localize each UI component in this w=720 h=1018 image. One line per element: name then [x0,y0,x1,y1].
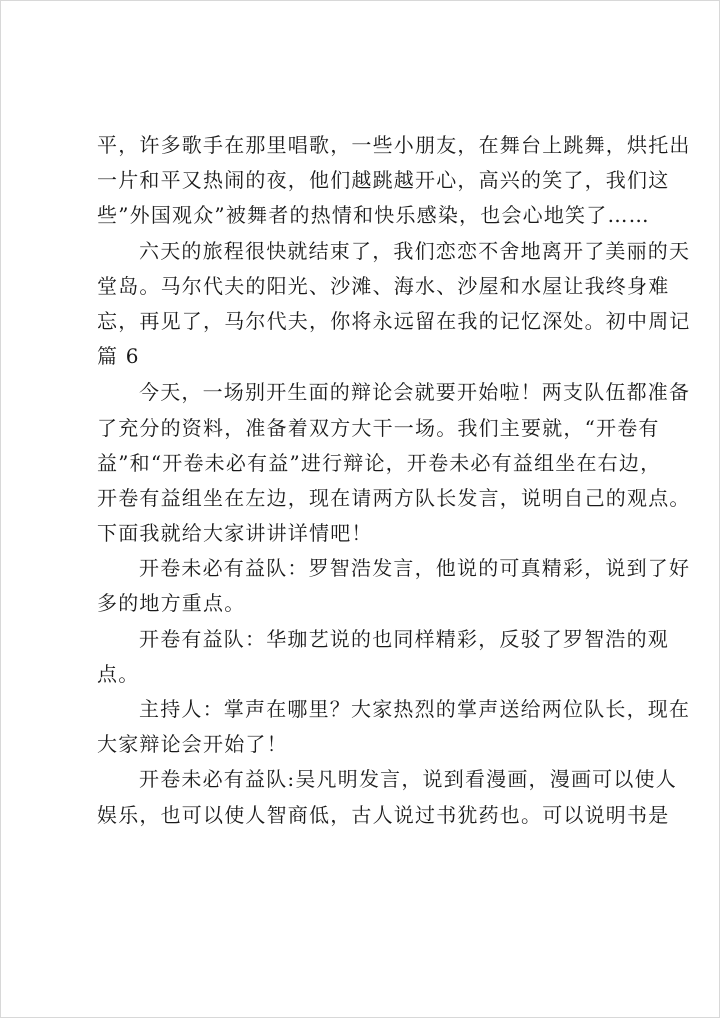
text-line: 下面我就给大家讲讲详情吧！ [97,521,373,546]
text-line: 忘，再见了，马尔代夫，你将永远留在我的记忆深处。初中周记 [97,308,691,333]
text-line: 大家辩论会开始了！ [97,732,288,757]
text-line: 开卷有益组坐在左边，现在请两方队长发言，说明自己的观点。 [97,485,691,510]
text-line: 娱乐，也可以使人智商低，古人说过书犹药也。可以说明书是 [97,802,670,827]
text-line: 益”和“开卷未必有益”进行辩论，开卷未必有益组坐在右边， [97,450,662,475]
paragraph-start-line: 开卷未必有益队:吴凡明发言，说到看漫画，漫画可以使人 [139,767,677,792]
paragraph-start-line: 主持人：掌声在哪里？大家热烈的掌声送给两位队长，现在 [139,697,691,721]
text-line: 堂岛。马尔代夫的阳光、沙滩、海水、沙屋和水屋让我终身难 [97,273,670,298]
paragraph-start-line: 六天的旅程很快就结束了，我们恋恋不舍地离开了美丽的天 [139,238,691,263]
text-line: 了充分的资料，准备着双方大干一场。我们主要就，“开卷有 [97,415,660,440]
text-line: 平，许多歌手在那里唱歌，一些小朋友，在舞台上跳舞，烘托出 [97,133,691,157]
paragraph-start-line: 开卷有益队：华珈艺说的也同样精彩，反驳了罗智浩的观 [139,626,669,651]
document-body [97,128,691,833]
text-line: 些”外国观众”被舞者的热情和快乐感染，也会心地笑了…… [97,203,650,228]
text-line: 一片和平又热闹的夜，他们越跳越开心，高兴的笑了，我们这 [97,168,670,193]
paragraph-start-line: 今天，一场别开生面的辩论会就要开始啦！两支队伍都准备 [139,380,691,405]
text-line: 多的地方重点。 [97,591,246,616]
section-heading: 篇 6 [97,344,140,369]
text-line: 点。 [97,661,140,686]
paragraph-start-line: 开卷未必有益队：罗智浩发言，他说的可真精彩，说到了好 [139,556,691,581]
